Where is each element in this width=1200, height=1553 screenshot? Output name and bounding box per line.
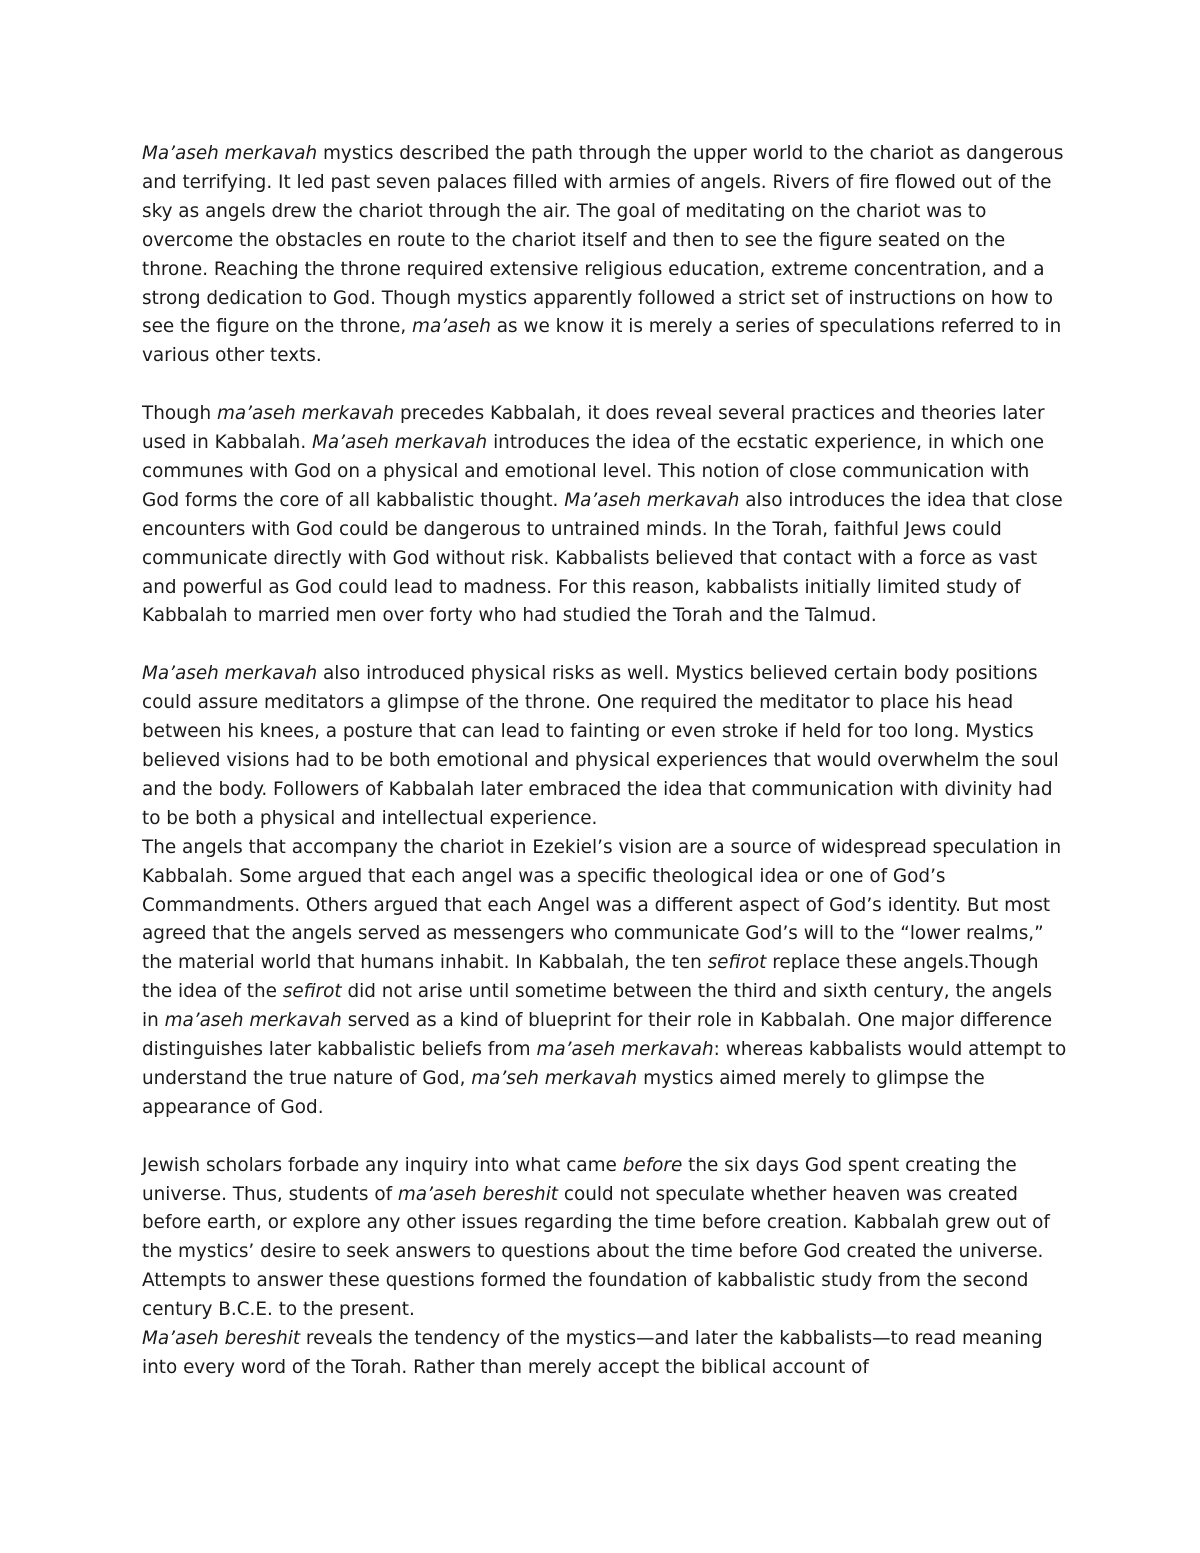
paragraph-6 [142, 1325, 1072, 1383]
text-run: Though [142, 403, 217, 425]
italic-term: sefirot [707, 952, 767, 974]
text-run: mystics aimed merely to glimpse the appearance of God. [142, 1067, 985, 1118]
italic-term: Ma’aseh merkavah [142, 143, 318, 164]
paragraph-2 [142, 400, 1072, 631]
text-run: as we know it is merely a series of speculations referred to in various other texts. [142, 316, 1062, 367]
paragraph-spacer [142, 631, 1072, 660]
paragraph-1 [142, 140, 1072, 371]
paragraph-5 [142, 1152, 1072, 1325]
text-run: served as a kind of blueprint for their role in Kabbalah. One major difference distinguishes later kabbalistic beliefs from [142, 1010, 1053, 1061]
text-run: Jewish scholars forbade any inquiry into what came [142, 1154, 623, 1176]
italic-term: ma’aseh merkavah [216, 403, 395, 425]
italic-term: ma’seh merkavah [471, 1067, 638, 1089]
text-run: replace these angels.Though the idea of the [142, 952, 1039, 1003]
text-run: also introduced physical risks as well. Mystics believed certain body positions could assure meditators a glimpse of the throne. One required the meditator to place his head between his knees, a posture that can lead to fainting or even stroke if held for too long. Mystics believed visions had to be both emotional and physical experiences that would overwhelm the soul and the body. Followers of Kabbalah later embraced the idea that communication with divinity had to be both a physical and intellectual experience. [142, 663, 1059, 829]
italic-term: Ma’aseh merkavah [312, 432, 488, 454]
text-run: precedes Kabbalah, it does reveal several practices and theories later used in Kabbalah. [142, 403, 1045, 454]
text-run: also introduces the idea that close encounters with God could be dangerous to untrained minds. In the Torah, faithful Jews could communicate directly with God without risk. Kabbalists believed that contact with a force as vast and powerful as God could lead to madness. For this reason, kabbalists initially limited study of Kabbalah to married men over forty who had studied the Torah and the Talmud. [142, 489, 1063, 627]
paragraph-4 [142, 834, 1072, 1123]
text-run: reveals the tendency of the mystics—and later the kabbalists—to read meaning into every word of the Torah. Rather than merely accept the biblical account of [142, 1328, 1043, 1379]
paragraph-3 [142, 660, 1072, 833]
text-run: could not speculate whether heaven was created before earth, or explore any other issues regarding the time before creation. Kabbalah grew out of the mystics’ desire to seek answers to questions about the time before God created the universe. Attempts to answer these questions formed the foundation of kabbalistic study from the second century B.C.E. to the present. [142, 1183, 1050, 1321]
text-run: introduces the idea of the ecstatic experience, in which one communes with God on a physical and emotional level. This notion of close communication with God forms the core of all kabbalistic thought. [142, 432, 1045, 511]
italic-term: ma’aseh [412, 316, 491, 338]
document-page [142, 140, 1072, 1383]
paragraph-spacer [142, 371, 1072, 400]
italic-term: Ma’aseh bereshit [142, 1328, 301, 1350]
paragraph-spacer [142, 1123, 1072, 1152]
text-run: : whereas kabbalists would attempt to understand the true nature of God, [142, 1039, 1067, 1089]
text-run: the six days God spent creating the universe. Thus, students of [142, 1154, 1017, 1205]
text-run: The angels that accompany the chariot in Ezekiel’s vision are a source of widespread speculation in Kabbalah. Some argued that each angel was a specific theological idea or one of God’s Commandments. Others argued that each Angel was a different aspect of God’s identity. But most agreed that the angels served as messengers who communicate God’s will to the “lower realms,” the material world that humans inhabit. In Kabbalah, the ten [142, 836, 1062, 974]
italic-term: Ma’aseh merkavah [564, 489, 740, 511]
italic-term: Ma’aseh merkavah [142, 663, 318, 685]
italic-term: ma’aseh merkavah [164, 1010, 342, 1032]
italic-term: before [622, 1154, 683, 1176]
text-run: did not arise until sometime between the third and sixth century, the angels in [142, 981, 1053, 1032]
italic-term: ma’aseh bereshit [397, 1183, 559, 1205]
italic-term: ma’aseh merkavah [536, 1039, 714, 1061]
italic-term: sefirot [282, 981, 342, 1003]
text-run: mystics described the path through the upper world to the chariot as dangerous and terrifying. It led past seven palaces filled with armies of angels. Rivers of fire flowed out of the sky as angels drew the chariot through the air. The goal of meditating on the chariot was to overcome the obstacles en route to the chariot itself and then to see the figure seated on the throne. Reaching the throne required extensive religious education, extreme concentration, and a strong dedication to God. Though mystics apparently followed a strict set of instructions on how to see the figure on the throne, [142, 143, 1064, 338]
